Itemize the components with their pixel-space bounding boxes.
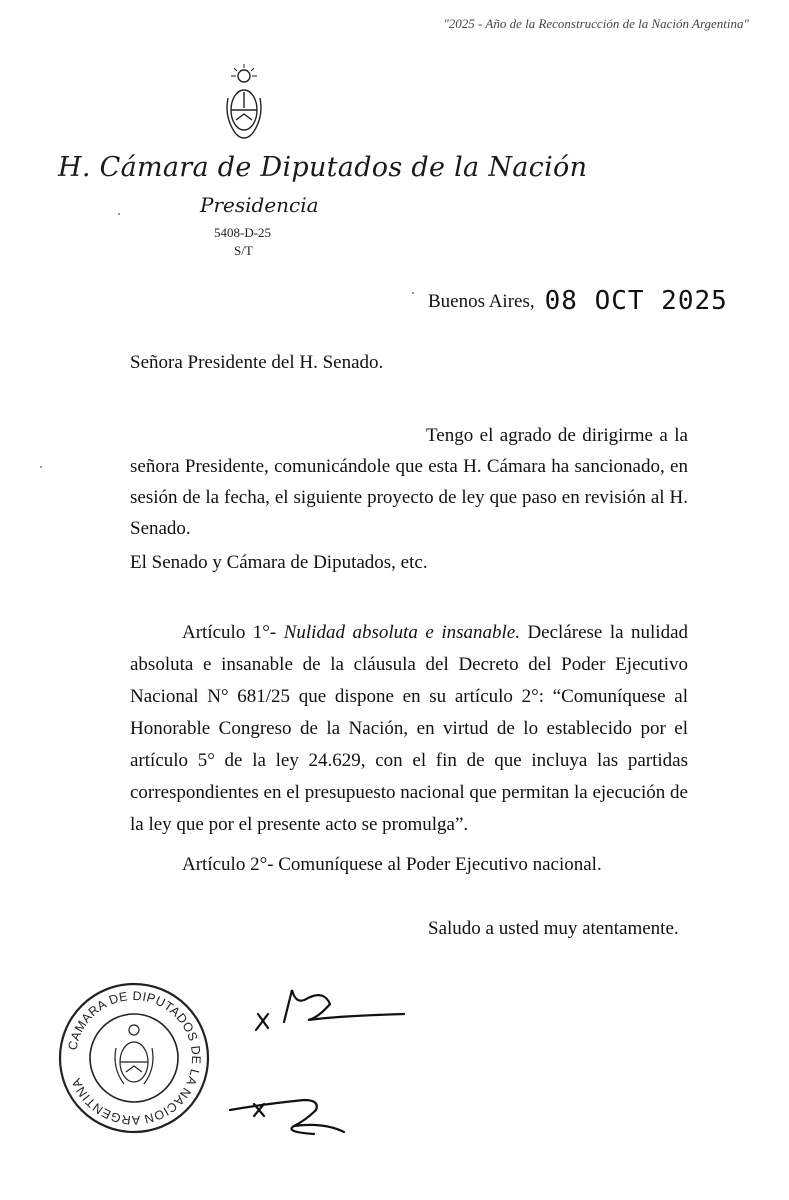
article-1 — [130, 617, 688, 841]
seal-text: CAMARA DE DIPUTADOS DE LA NACION ARGENTINA — [65, 988, 204, 1128]
date-stamp: 08 OCT 2025 — [544, 286, 728, 316]
signature-president — [224, 1086, 354, 1142]
salutation: Señora Presidente del H. Senado. — [130, 352, 384, 373]
intro-paragraph — [130, 420, 688, 544]
presidency-label: Presidencia — [200, 193, 319, 217]
scan-speck — [40, 466, 42, 468]
scan-speck — [412, 292, 414, 294]
file-reference — [214, 224, 271, 260]
chamber-seal — [56, 980, 212, 1136]
article-2: Artículo 2°- Comuníquese al Poder Ejecutivo nacional. — [182, 854, 602, 875]
scan-speck — [118, 213, 120, 215]
chamber-name: H. Cámara de Diputados de la Nación — [58, 152, 588, 183]
dateline — [428, 284, 728, 314]
seal-coat-of-arms-icon — [115, 1025, 153, 1084]
national-coat-of-arms-icon — [222, 62, 266, 146]
svg-text:CAMARA DE DIPUTADOS DE LA NACI — [65, 989, 203, 1127]
closing-line: Saludo a usted muy atentamente. — [428, 918, 679, 939]
enacting-formula: El Senado y Cámara de Diputados, etc. — [130, 552, 428, 573]
article-1-label: Artículo 1°- — [182, 622, 277, 643]
st-code: S/T — [234, 243, 253, 258]
article-1-title: Nulidad absoluta e insanable. — [283, 622, 520, 643]
file-number: 5408-D-25 — [214, 225, 272, 240]
year-motto: "2025 - Año de la Reconstrucción de la Nación Argentina" — [443, 16, 749, 31]
place-label: Buenos Aires, — [428, 291, 535, 312]
signature-secretary — [248, 984, 408, 1044]
intro-text: Tengo el agrado de dirigirme a la señora Presidente, comunicándole que esta H. Cámara ha sancionado, en sesión de la fecha, el siguiente proyecto de ley que paso en revisión al H. Senado. — [130, 425, 688, 539]
article-1-text: Declárese la nulidad absoluta e insanable de la cláusula del Decreto del Poder Ejecutivo Nacional N° 681/25 que dispone en su artículo 2°: “Comuníquese al Honorable Congreso de la Nación, en virtud de lo establecido por el artículo 5° de la ley 24.629, con el fin de que incluya las partidas correspondientes en el presupuesto nacional que permitan la ejecución de la ley que por el presente acto se promulga”. — [130, 622, 689, 835]
